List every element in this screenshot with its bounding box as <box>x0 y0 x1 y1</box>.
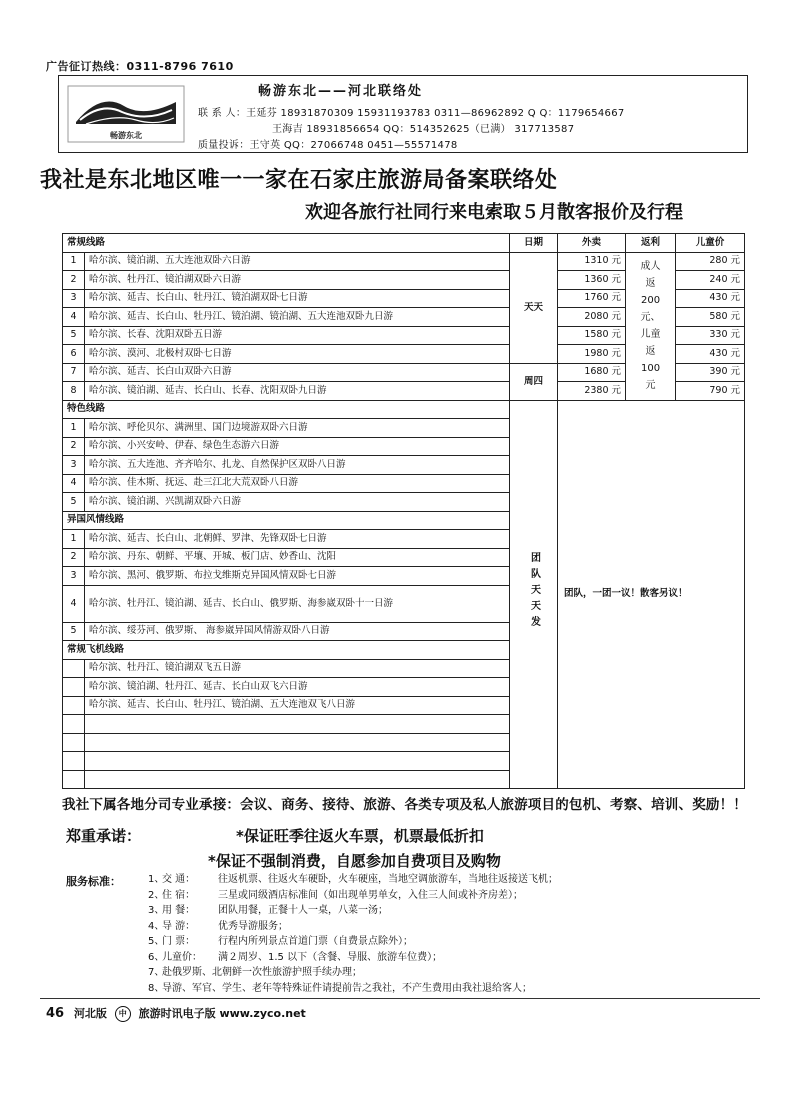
section-flight: 常规飞机线路 <box>63 641 510 660</box>
empty-cell <box>85 752 510 771</box>
routes-table <box>62 233 745 789</box>
page-headline: 我社是东北地区唯一一家在石家庄旅游局备案联络处 <box>40 167 558 193</box>
page-subheadline: 欢迎各旅行社同行来电索取５月散客报价及行程 <box>305 202 683 223</box>
route-num: 8 <box>63 382 85 401</box>
route-num: 1 <box>63 530 85 549</box>
flight-num-cell <box>63 678 85 697</box>
group-schedule: 团队天天发 <box>528 551 540 632</box>
route-price: 1360 元 <box>558 271 626 290</box>
route-name: 哈尔滨、长春、沈阳双卧五日游 <box>85 326 510 345</box>
route-name: 哈尔滨、延吉、长白山、牡丹江、镜泊湖、镜泊湖、五大连池双卧九日游 <box>85 308 510 327</box>
route-num: 5 <box>63 622 85 641</box>
route-price: 1980 元 <box>558 345 626 364</box>
route-name: 哈尔滨、绥芬河、俄罗斯、 海参崴异国风情游双卧八日游 <box>85 622 510 641</box>
route-num: 1 <box>63 419 85 438</box>
footer-title: 旅游时讯电子版 <box>138 1007 216 1020</box>
promise-line-2: *保证不强制消费，自愿参加自费项目及购物 <box>208 852 501 870</box>
child-price: 790 元 <box>676 382 745 401</box>
standard-item: 8、导游、军官、学生、老年等特殊证件请提前告之我社，不产生费用由我社退给客人； <box>148 982 532 994</box>
route-num: 4 <box>63 308 85 327</box>
route-num: 3 <box>63 289 85 308</box>
standard-item: 5、门 票： 行程内所列景点首道门票（自费景点除外）； <box>148 936 413 947</box>
route-num: 2 <box>63 271 85 290</box>
col-price: 外卖 <box>558 234 626 253</box>
flight-num-cell <box>63 659 85 678</box>
logo-text: 畅游东北 <box>110 131 142 140</box>
section-foreign: 异国风情线路 <box>63 511 510 530</box>
empty-cell <box>85 715 510 734</box>
promise-label: 郑重承诺： <box>66 827 142 845</box>
route-name: 哈尔滨、小兴安岭、伊春、绿色生态游六日游 <box>85 437 510 456</box>
section-special: 特色线路 <box>63 400 510 419</box>
schedule-weekly: 周四 <box>510 363 558 400</box>
standard-item: 1、交 通： 往返机票、往返火车硬卧，火车硬座，当地空调旅游车，当地往返接送飞机； <box>148 874 558 885</box>
standard-item: 4、导 游： 优秀导游服务； <box>148 920 288 932</box>
route-name: 哈尔滨、丹东、朝鲜、平壤、开城、板门店、妙香山、沈阳 <box>85 548 510 567</box>
col-rebate: 返利 <box>626 234 676 253</box>
route-num: 6 <box>63 345 85 364</box>
col-child: 儿童价 <box>676 234 745 253</box>
flight-num-cell <box>63 733 85 752</box>
route-num: 1 <box>63 252 85 271</box>
contact-title: 畅游东北——河北联络处 <box>258 84 424 99</box>
services-notice: 我社下属各地分司专业承接：会议、商务、接待、旅游、各类专项及私人旅游项目的包机、考察、培训、奖励！！ <box>62 797 747 813</box>
child-price: 430 元 <box>676 345 745 364</box>
route-num: 2 <box>63 548 85 567</box>
child-price: 330 元 <box>676 326 745 345</box>
route-name: 哈尔滨、镜泊湖、兴凯湖双卧六日游 <box>85 493 510 512</box>
child-price: 280 元 <box>676 252 745 271</box>
route-name: 哈尔滨、黑河、俄罗斯、布拉戈维斯克异国风情双卧七日游 <box>85 567 510 586</box>
standard-item: 2、住 宿： 三星或同级酒店标准间（如出现单男单女，入住三人间或补齐房差）； <box>148 889 523 901</box>
route-price: 1680 元 <box>558 363 626 382</box>
route-num: 3 <box>63 567 85 586</box>
group-note: 团队，一团一议！散客另议！ <box>564 588 688 600</box>
route-num: 3 <box>63 456 85 475</box>
route-name: 哈尔滨、牡丹江、镜泊湖双飞五日游 <box>85 659 510 678</box>
contact-line-3: 质量投诉：王守英 QQ：27066748 0451—55571478 <box>198 140 458 151</box>
standard-item: 3、用 餐： 团队用餐，正餐十人一桌，八菜一汤； <box>148 905 388 916</box>
route-num: 5 <box>63 493 85 512</box>
route-name: 哈尔滨、镜泊湖、延吉、长白山、长春、沈阳双卧九日游 <box>85 382 510 401</box>
route-name: 哈尔滨、延吉、长白山双卧六日游 <box>85 363 510 382</box>
route-name: 哈尔滨、佳木斯、抚远、赴三江北大荒双卧八日游 <box>85 474 510 493</box>
flight-num-cell <box>63 770 85 789</box>
footer-edition: 河北版 <box>73 1007 107 1020</box>
route-num: 7 <box>63 363 85 382</box>
route-price: 1310 元 <box>558 252 626 271</box>
flight-num-cell <box>63 752 85 771</box>
route-name: 哈尔滨、延吉、长白山、牡丹江、镜泊湖双卧七日游 <box>85 289 510 308</box>
contact-line-2: 王海吉 18931856654 QQ：514352625（已满） 317713587 <box>272 124 575 135</box>
route-name: 哈尔滨、漠河、北极村双卧七日游 <box>85 345 510 364</box>
route-name: 哈尔滨、延吉、长白山、牡丹江、镜泊湖、五大连池双飞八日游 <box>85 696 510 715</box>
route-name: 哈尔滨、牡丹江、镜泊湖、延吉、长白山、俄罗斯、海参崴双卧十一日游 <box>85 585 510 622</box>
route-num: 5 <box>63 326 85 345</box>
route-name: 哈尔滨、牡丹江、镜泊湖双卧六日游 <box>85 271 510 290</box>
standard-item: 7、赴俄罗斯、北朝鲜一次性旅游护照手续办理； <box>148 967 362 978</box>
route-price: 1580 元 <box>558 326 626 345</box>
route-num: 4 <box>63 474 85 493</box>
group-note-cell <box>558 400 745 789</box>
standards-label: 服务标准： <box>66 875 121 888</box>
standard-item: 6、儿童价： 满２周岁、1.5 以下（含餐、导服、旅游车位费）； <box>148 951 443 963</box>
child-price: 390 元 <box>676 363 745 382</box>
promise-line-1: *保证旺季往返火车票，机票最低折扣 <box>236 827 484 845</box>
footer-badge-icon: 中 <box>115 1006 131 1022</box>
route-price: 2080 元 <box>558 308 626 327</box>
page-footer <box>46 1005 306 1022</box>
standards-list <box>148 872 558 996</box>
company-logo <box>66 84 186 144</box>
empty-cell <box>85 733 510 752</box>
route-name: 哈尔滨、呼伦贝尔、满洲里、国门边境游双卧六日游 <box>85 419 510 438</box>
group-schedule-cell <box>510 400 558 789</box>
child-price: 240 元 <box>676 271 745 290</box>
route-name: 哈尔滨、镜泊湖、五大连池双卧六日游 <box>85 252 510 271</box>
route-name: 哈尔滨、五大连池、齐齐哈尔、扎龙、自然保护区双卧八日游 <box>85 456 510 475</box>
empty-cell <box>85 770 510 789</box>
flight-num-cell <box>63 696 85 715</box>
schedule-daily: 天天 <box>510 252 558 363</box>
ad-hotline: 广告征订热线：0311-8796 7610 <box>46 60 234 73</box>
rebate-note: 成人返200元、儿童返100元 <box>640 261 661 391</box>
route-price: 1760 元 <box>558 289 626 308</box>
child-price: 580 元 <box>676 308 745 327</box>
route-num: 4 <box>63 585 85 622</box>
child-price: 430 元 <box>676 289 745 308</box>
col-schedule: 日期 <box>510 234 558 253</box>
footer-url: www.zyco.net <box>219 1007 306 1020</box>
route-price: 2380 元 <box>558 382 626 401</box>
route-num: 2 <box>63 437 85 456</box>
rebate-cell <box>626 252 676 400</box>
route-name: 哈尔滨、延吉、长白山、北朝鲜、罗津、先锋双卧七日游 <box>85 530 510 549</box>
flight-num-cell <box>63 715 85 734</box>
section-regular: 常规线路 <box>63 234 510 253</box>
footer-divider <box>40 998 760 999</box>
page-number: 46 <box>46 1006 65 1021</box>
route-name: 哈尔滨、镜泊湖、牡丹江、延吉、长白山双飞六日游 <box>85 678 510 697</box>
contact-line-1: 联 系 人：王延芬 18931870309 15931193783 0311—86962892 Q Q：1179654667 <box>198 108 625 119</box>
